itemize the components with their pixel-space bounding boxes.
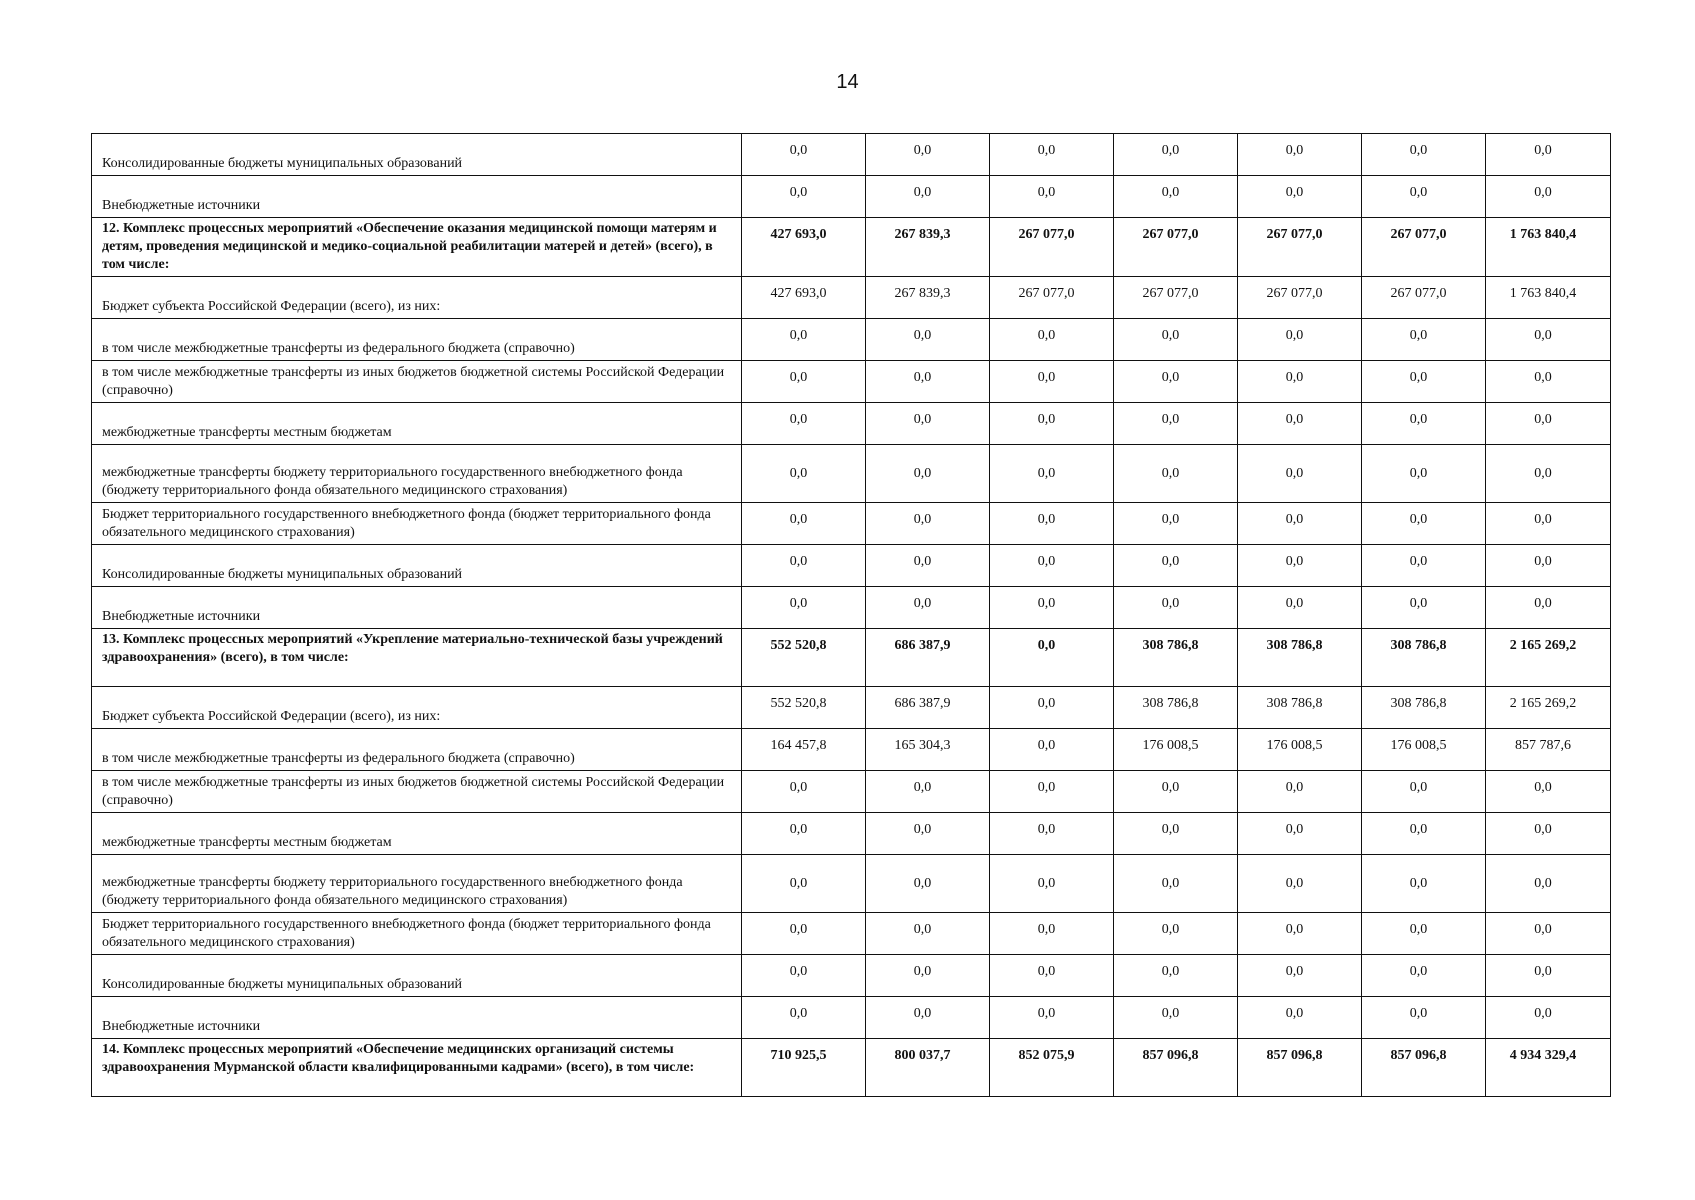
value-cell: 0,0	[1238, 855, 1362, 913]
value-cell: 0,0	[1238, 176, 1362, 218]
row-label: в том числе межбюджетные трансферты из иных бюджетов бюджетной системы Российской Федерации (справочно)	[92, 771, 742, 813]
value-cell: 0,0	[1114, 955, 1238, 997]
value-cell: 0,0	[990, 955, 1114, 997]
value-cell: 0,0	[1486, 855, 1611, 913]
table-row	[92, 176, 1611, 218]
value-cell: 4 934 329,4	[1486, 1039, 1611, 1097]
value-cell: 0,0	[742, 913, 866, 955]
value-cell: 0,0	[866, 176, 990, 218]
row-label: 12. Комплекс процессных мероприятий «Обеспечение оказания медицинской помощи матерям и детям, проведения медицинской и медико-социальной реабилитации матерей и детей» (всего), в том числе:	[92, 218, 742, 277]
value-cell: 0,0	[1114, 176, 1238, 218]
value-cell: 0,0	[990, 855, 1114, 913]
value-cell: 0,0	[1114, 134, 1238, 176]
row-label: межбюджетные трансферты бюджету территориального государственного внебюджетного фонда (бюджету территориального фонда обязательного медицинского страхования)	[92, 855, 742, 913]
value-cell: 0,0	[990, 176, 1114, 218]
value-cell: 0,0	[1114, 503, 1238, 545]
value-cell: 0,0	[742, 445, 866, 503]
row-label: Консолидированные бюджеты муниципальных образований	[92, 545, 742, 587]
value-cell: 0,0	[1362, 134, 1486, 176]
table-row	[92, 813, 1611, 855]
table-row	[92, 913, 1611, 955]
value-cell: 0,0	[990, 687, 1114, 729]
value-cell: 0,0	[1362, 955, 1486, 997]
row-label: 13. Комплекс процессных мероприятий «Укрепление материально-технической базы учреждений здравоохранения» (всего), в том числе:	[92, 629, 742, 687]
value-cell: 686 387,9	[866, 629, 990, 687]
value-cell: 0,0	[1486, 403, 1611, 445]
value-cell: 0,0	[1362, 503, 1486, 545]
table-row	[92, 445, 1611, 503]
value-cell: 0,0	[1238, 134, 1362, 176]
value-cell: 0,0	[1486, 445, 1611, 503]
row-label: межбюджетные трансферты бюджету территориального государственного внебюджетного фонда (бюджету территориального фонда обязательного медицинского страхования)	[92, 445, 742, 503]
table-row	[92, 855, 1611, 913]
value-cell: 857 096,8	[1238, 1039, 1362, 1097]
table-row	[92, 503, 1611, 545]
value-cell: 0,0	[742, 955, 866, 997]
value-cell: 0,0	[742, 403, 866, 445]
value-cell: 0,0	[1238, 545, 1362, 587]
value-cell: 0,0	[1362, 855, 1486, 913]
table-row	[92, 1039, 1611, 1097]
value-cell: 0,0	[990, 403, 1114, 445]
value-cell: 267 839,3	[866, 218, 990, 277]
value-cell: 0,0	[866, 955, 990, 997]
value-cell: 0,0	[1486, 134, 1611, 176]
value-cell: 427 693,0	[742, 277, 866, 319]
row-label: Бюджет субъекта Российской Федерации (всего), из них:	[92, 687, 742, 729]
row-label: Консолидированные бюджеты муниципальных образований	[92, 955, 742, 997]
value-cell: 267 077,0	[1362, 277, 1486, 319]
value-cell: 0,0	[990, 729, 1114, 771]
value-cell: 0,0	[866, 503, 990, 545]
row-label: Внебюджетные источники	[92, 176, 742, 218]
value-cell: 0,0	[990, 503, 1114, 545]
value-cell: 0,0	[1114, 813, 1238, 855]
value-cell: 0,0	[1114, 997, 1238, 1039]
value-cell: 0,0	[1362, 176, 1486, 218]
value-cell: 0,0	[1362, 361, 1486, 403]
value-cell: 0,0	[1114, 361, 1238, 403]
row-label: в том числе межбюджетные трансферты из федерального бюджета (справочно)	[92, 729, 742, 771]
value-cell: 0,0	[866, 587, 990, 629]
row-label: Бюджет субъекта Российской Федерации (всего), из них:	[92, 277, 742, 319]
value-cell: 0,0	[1362, 997, 1486, 1039]
value-cell: 0,0	[1486, 913, 1611, 955]
value-cell: 0,0	[1362, 913, 1486, 955]
value-cell: 0,0	[866, 813, 990, 855]
value-cell: 0,0	[1238, 997, 1362, 1039]
value-cell: 0,0	[866, 361, 990, 403]
value-cell: 857 787,6	[1486, 729, 1611, 771]
table-row	[92, 545, 1611, 587]
value-cell: 0,0	[1362, 813, 1486, 855]
value-cell: 0,0	[742, 319, 866, 361]
value-cell: 0,0	[1362, 445, 1486, 503]
table-row	[92, 218, 1611, 277]
table-body	[92, 134, 1611, 1097]
value-cell: 176 008,5	[1362, 729, 1486, 771]
value-cell: 1 763 840,4	[1486, 218, 1611, 277]
value-cell: 0,0	[990, 813, 1114, 855]
value-cell: 800 037,7	[866, 1039, 990, 1097]
table-row	[92, 361, 1611, 403]
value-cell: 267 839,3	[866, 277, 990, 319]
value-cell: 427 693,0	[742, 218, 866, 277]
value-cell: 0,0	[1114, 855, 1238, 913]
value-cell: 0,0	[1238, 771, 1362, 813]
value-cell: 0,0	[742, 771, 866, 813]
row-label: Внебюджетные источники	[92, 587, 742, 629]
value-cell: 0,0	[1362, 319, 1486, 361]
value-cell: 0,0	[866, 855, 990, 913]
value-cell: 164 457,8	[742, 729, 866, 771]
value-cell: 0,0	[990, 771, 1114, 813]
value-cell: 0,0	[1486, 503, 1611, 545]
value-cell: 0,0	[990, 445, 1114, 503]
value-cell: 857 096,8	[1362, 1039, 1486, 1097]
value-cell: 0,0	[866, 545, 990, 587]
value-cell: 0,0	[1486, 361, 1611, 403]
value-cell: 0,0	[1238, 361, 1362, 403]
budget-table	[91, 133, 1611, 1097]
table-row	[92, 587, 1611, 629]
value-cell: 0,0	[1362, 545, 1486, 587]
value-cell: 267 077,0	[990, 218, 1114, 277]
value-cell: 2 165 269,2	[1486, 629, 1611, 687]
table-row	[92, 629, 1611, 687]
row-label: в том числе межбюджетные трансферты из иных бюджетов бюджетной системы Российской Федерации (справочно)	[92, 361, 742, 403]
row-label: Консолидированные бюджеты муниципальных образований	[92, 134, 742, 176]
table-row	[92, 771, 1611, 813]
value-cell: 0,0	[990, 319, 1114, 361]
value-cell: 267 077,0	[990, 277, 1114, 319]
value-cell: 552 520,8	[742, 687, 866, 729]
value-cell: 267 077,0	[1238, 277, 1362, 319]
value-cell: 0,0	[1238, 587, 1362, 629]
value-cell: 0,0	[866, 913, 990, 955]
value-cell: 0,0	[742, 545, 866, 587]
table-row	[92, 319, 1611, 361]
value-cell: 0,0	[1486, 545, 1611, 587]
value-cell: 2 165 269,2	[1486, 687, 1611, 729]
table-row	[92, 277, 1611, 319]
row-label: 14. Комплекс процессных мероприятий «Обеспечение медицинских организаций системы здравоохранения Мурманской области квалифицированными кадрами» (всего), в том числе:	[92, 1039, 742, 1097]
table-row	[92, 134, 1611, 176]
value-cell: 0,0	[1238, 913, 1362, 955]
value-cell: 0,0	[742, 855, 866, 913]
value-cell: 0,0	[1486, 587, 1611, 629]
value-cell: 0,0	[1362, 403, 1486, 445]
value-cell: 0,0	[742, 813, 866, 855]
value-cell: 0,0	[990, 361, 1114, 403]
value-cell: 0,0	[1238, 403, 1362, 445]
row-label: Бюджет территориального государственного внебюджетного фонда (бюджет территориального фонда обязательного медицинского страхования)	[92, 503, 742, 545]
value-cell: 267 077,0	[1114, 218, 1238, 277]
value-cell: 0,0	[1114, 403, 1238, 445]
value-cell: 0,0	[990, 997, 1114, 1039]
value-cell: 308 786,8	[1362, 687, 1486, 729]
value-cell: 267 077,0	[1238, 218, 1362, 277]
row-label: Внебюджетные источники	[92, 997, 742, 1039]
value-cell: 308 786,8	[1238, 687, 1362, 729]
row-label: межбюджетные трансферты местным бюджетам	[92, 813, 742, 855]
table-row	[92, 687, 1611, 729]
value-cell: 0,0	[866, 403, 990, 445]
value-cell: 0,0	[990, 913, 1114, 955]
value-cell: 176 008,5	[1238, 729, 1362, 771]
value-cell: 165 304,3	[866, 729, 990, 771]
value-cell: 308 786,8	[1238, 629, 1362, 687]
value-cell: 0,0	[1486, 955, 1611, 997]
value-cell: 852 075,9	[990, 1039, 1114, 1097]
value-cell: 0,0	[866, 771, 990, 813]
value-cell: 0,0	[742, 997, 866, 1039]
value-cell: 0,0	[1486, 176, 1611, 218]
value-cell: 0,0	[1362, 587, 1486, 629]
value-cell: 0,0	[1486, 319, 1611, 361]
value-cell: 552 520,8	[742, 629, 866, 687]
row-label: межбюджетные трансферты местным бюджетам	[92, 403, 742, 445]
value-cell: 267 077,0	[1114, 277, 1238, 319]
table-row	[92, 997, 1611, 1039]
value-cell: 710 925,5	[742, 1039, 866, 1097]
value-cell: 0,0	[742, 587, 866, 629]
value-cell: 0,0	[742, 503, 866, 545]
value-cell: 0,0	[1238, 445, 1362, 503]
value-cell: 0,0	[1114, 771, 1238, 813]
row-label: в том числе межбюджетные трансферты из федерального бюджета (справочно)	[92, 319, 742, 361]
value-cell: 308 786,8	[1114, 687, 1238, 729]
value-cell: 0,0	[742, 134, 866, 176]
value-cell: 0,0	[1114, 913, 1238, 955]
value-cell: 0,0	[990, 545, 1114, 587]
table-row	[92, 955, 1611, 997]
value-cell: 308 786,8	[1362, 629, 1486, 687]
value-cell: 0,0	[866, 997, 990, 1039]
value-cell: 686 387,9	[866, 687, 990, 729]
value-cell: 0,0	[1114, 445, 1238, 503]
value-cell: 0,0	[1486, 997, 1611, 1039]
value-cell: 0,0	[990, 134, 1114, 176]
value-cell: 0,0	[1486, 813, 1611, 855]
value-cell: 0,0	[1238, 813, 1362, 855]
value-cell: 267 077,0	[1362, 218, 1486, 277]
value-cell: 0,0	[1114, 587, 1238, 629]
value-cell: 0,0	[1238, 319, 1362, 361]
value-cell: 857 096,8	[1114, 1039, 1238, 1097]
table-row	[92, 729, 1611, 771]
value-cell: 0,0	[866, 134, 990, 176]
value-cell: 0,0	[1238, 503, 1362, 545]
value-cell: 1 763 840,4	[1486, 277, 1611, 319]
value-cell: 0,0	[990, 629, 1114, 687]
value-cell: 0,0	[866, 445, 990, 503]
value-cell: 0,0	[1362, 771, 1486, 813]
page-number: 14	[836, 71, 859, 93]
row-label: Бюджет территориального государственного внебюджетного фонда (бюджет территориального фонда обязательного медицинского страхования)	[92, 913, 742, 955]
value-cell: 0,0	[990, 587, 1114, 629]
value-cell: 0,0	[742, 361, 866, 403]
value-cell: 0,0	[1114, 319, 1238, 361]
value-cell: 176 008,5	[1114, 729, 1238, 771]
value-cell: 0,0	[1114, 545, 1238, 587]
value-cell: 0,0	[742, 176, 866, 218]
value-cell: 0,0	[1486, 771, 1611, 813]
value-cell: 0,0	[1238, 955, 1362, 997]
table-row	[92, 403, 1611, 445]
value-cell: 0,0	[866, 319, 990, 361]
value-cell: 308 786,8	[1114, 629, 1238, 687]
